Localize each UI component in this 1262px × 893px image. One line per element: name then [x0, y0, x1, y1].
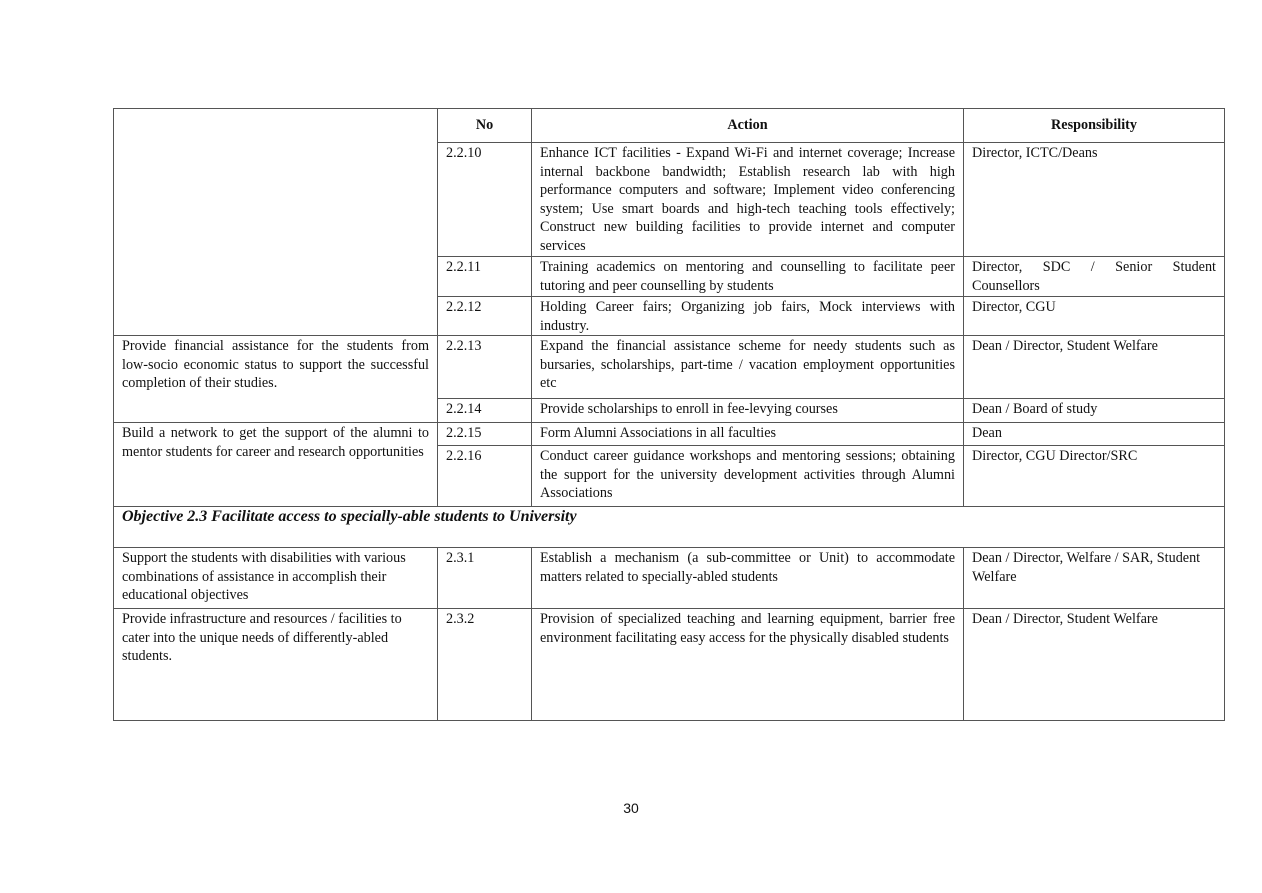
row-action: Establish a mechanism (a sub-committee or Unit) to accommodate matters related to specially-abled students	[532, 548, 964, 609]
row-strategy: Provide financial assistance for the students from low-socio economic status to support the successful completion of their studies.	[114, 336, 438, 423]
row-responsibility: Dean / Director, Student Welfare	[964, 336, 1225, 399]
row-action: Enhance ICT facilities - Expand Wi-Fi and internet coverage; Increase internal backbone bandwidth; Establish research lab with high performance computers and software; Implement video conferencing system; Use smart boards and high-tech teaching tools effectively; Construct new building facilities to provide internet and computer services	[532, 143, 964, 257]
row-action: Holding Career fairs; Organizing job fairs, Mock interviews with industry.	[532, 297, 964, 336]
row-responsibility: Director, CGU Director/SRC	[964, 446, 1225, 507]
row-no: 2.2.13	[438, 336, 532, 399]
row-no: 2.2.12	[438, 297, 532, 336]
action-plan-table	[113, 108, 1225, 721]
page-number: 30	[623, 800, 639, 816]
row-no: 2.2.14	[438, 399, 532, 423]
table-row	[114, 609, 1225, 721]
row-strategy: Support the students with disabilities with various combinations of assistance in accomplish their educational objectives	[114, 548, 438, 609]
row-strategy: Provide infrastructure and resources / facilities to cater into the unique needs of differently-abled students.	[114, 609, 438, 721]
row-responsibility: Director, ICTC/Deans	[964, 143, 1225, 257]
row-action: Training academics on mentoring and counselling to facilitate peer tutoring and peer counselling by students	[532, 257, 964, 297]
row-action: Conduct career guidance workshops and mentoring sessions; obtaining the support for the university development activities through Alumni Associations	[532, 446, 964, 507]
header-action: Action	[532, 109, 964, 143]
table-row	[114, 423, 1225, 446]
row-action: Form Alumni Associations in all faculties	[532, 423, 964, 446]
row-action: Provision of specialized teaching and learning equipment, barrier free environment facilitating easy access for the physically disabled students	[532, 609, 964, 721]
table-row	[114, 336, 1225, 399]
row-strategy: Build a network to get the support of the alumni to mentor students for career and research opportunities	[114, 423, 438, 507]
row-action: Expand the financial assistance scheme for needy students such as bursaries, scholarships, part-time / vacation employment opportunities etc	[532, 336, 964, 399]
row-responsibility: Dean / Board of study	[964, 399, 1225, 423]
row-responsibility: Dean / Director, Student Welfare	[964, 609, 1225, 721]
row-responsibility: Dean	[964, 423, 1225, 446]
objective-row	[114, 507, 1225, 548]
row-no: 2.2.11	[438, 257, 532, 297]
row-no: 2.2.16	[438, 446, 532, 507]
header-row	[114, 109, 1225, 143]
row-no: 2.2.10	[438, 143, 532, 257]
row-responsibility: Director, CGU	[964, 297, 1225, 336]
row-responsibility: Director, SDC / Senior Student Counsellors	[964, 257, 1225, 297]
table-row	[114, 548, 1225, 609]
header-no: No	[438, 109, 532, 143]
row-responsibility: Dean / Director, Welfare / SAR, Student Welfare	[964, 548, 1225, 609]
row-no: 2.3.1	[438, 548, 532, 609]
row-no: 2.2.15	[438, 423, 532, 446]
row-no: 2.3.2	[438, 609, 532, 721]
row-action: Provide scholarships to enroll in fee-levying courses	[532, 399, 964, 423]
objective-heading: Objective 2.3 Facilitate access to specially-able students to University	[114, 507, 1225, 548]
strategy-cell	[114, 109, 438, 336]
header-responsibility: Responsibility	[964, 109, 1225, 143]
